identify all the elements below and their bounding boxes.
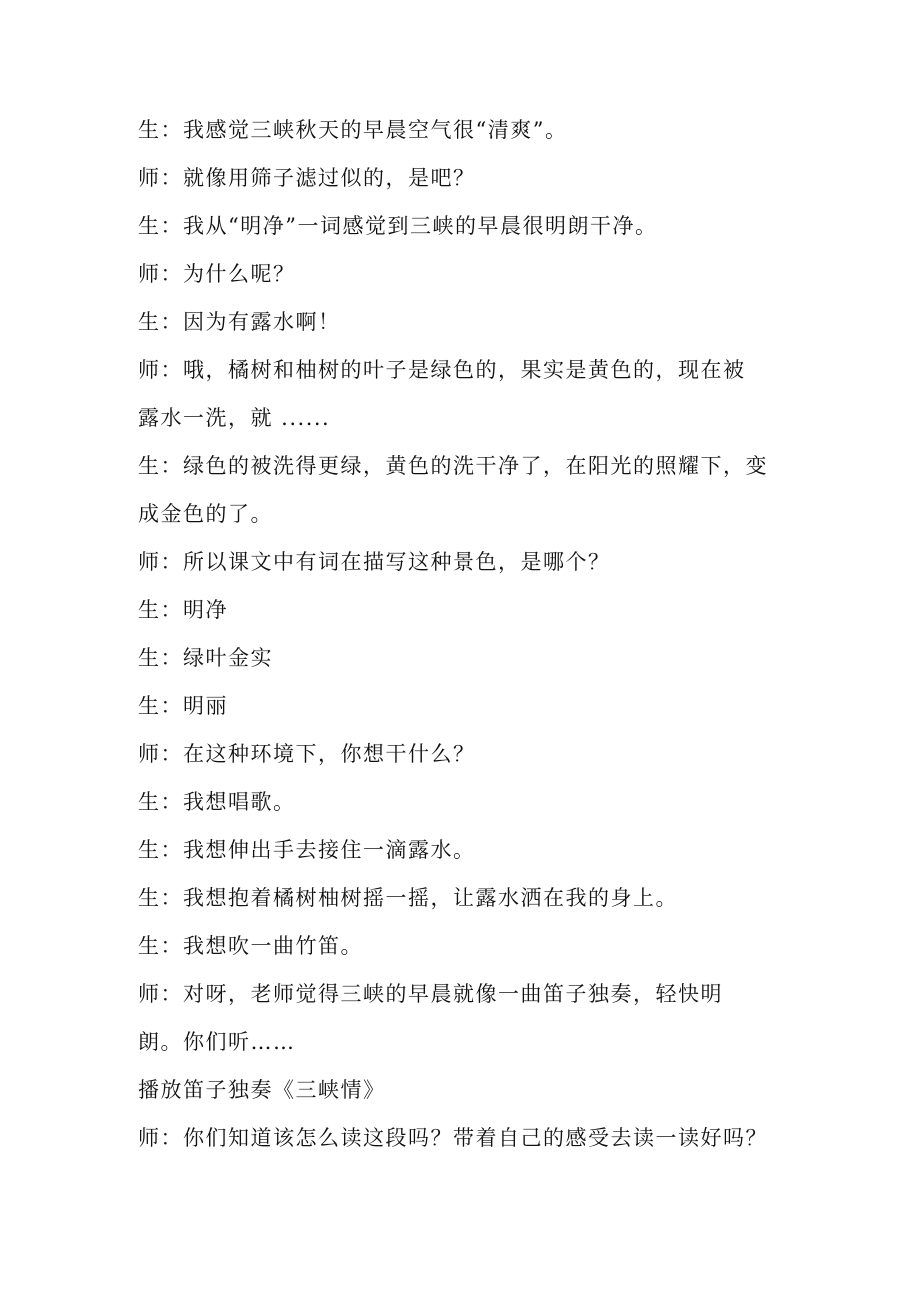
transcript-line: 师：在这种环境下，你想干什么？: [138, 742, 476, 766]
transcript-line: 生：明丽: [138, 694, 228, 718]
transcript-line: 生：我从“明净”一词感觉到三峡的早晨很明朗干净。: [138, 214, 658, 238]
transcript-line: 生：我想吹一曲竹笛。: [138, 934, 363, 958]
transcript-line: 师：为什么呢？: [138, 262, 296, 286]
transcript-line: 师：对呀，老师觉得三峡的早晨就像一曲笛子独奏，轻快明: [138, 982, 723, 1006]
transcript-line: 生：因为有露水啊！: [138, 310, 341, 334]
transcript-line: 朗。你们听……: [138, 1030, 296, 1054]
transcript-line: 生：明净: [138, 598, 228, 622]
transcript-line: 师：你们知道该怎么读这段吗？带着自己的感受去读一读好吗？: [138, 1126, 768, 1150]
transcript-line: 播放笛子独奏《三峡情》: [138, 1078, 386, 1102]
transcript-line: 生：我想伸出手去接住一滴露水。: [138, 838, 476, 862]
transcript-line: 生：绿叶金实: [138, 646, 273, 670]
transcript-line: 生：我想唱歌。: [138, 790, 296, 814]
transcript-line: 生：我感觉三峡秋天的早晨空气很“清爽”。: [138, 118, 568, 142]
transcript-line: 成金色的了。: [138, 502, 273, 526]
transcript-line: 生：我想抱着橘树柚树摇一摇，让露水洒在我的身上。: [138, 886, 678, 910]
transcript-line: 生：绿色的被洗得更绿，黄色的洗干净了，在阳光的照耀下，变: [138, 454, 768, 478]
lesson-transcript: [138, 106, 818, 1162]
transcript-line: 师：所以课文中有词在描写这种景色，是哪个？: [138, 550, 611, 574]
transcript-line: 师：哦，橘树和柚树的叶子是绿色的，果实是黄色的，现在被: [138, 358, 746, 382]
transcript-line: 师：就像用筛子滤过似的，是吧？: [138, 166, 476, 190]
transcript-line: 露水一洗，就 ......: [138, 406, 331, 430]
